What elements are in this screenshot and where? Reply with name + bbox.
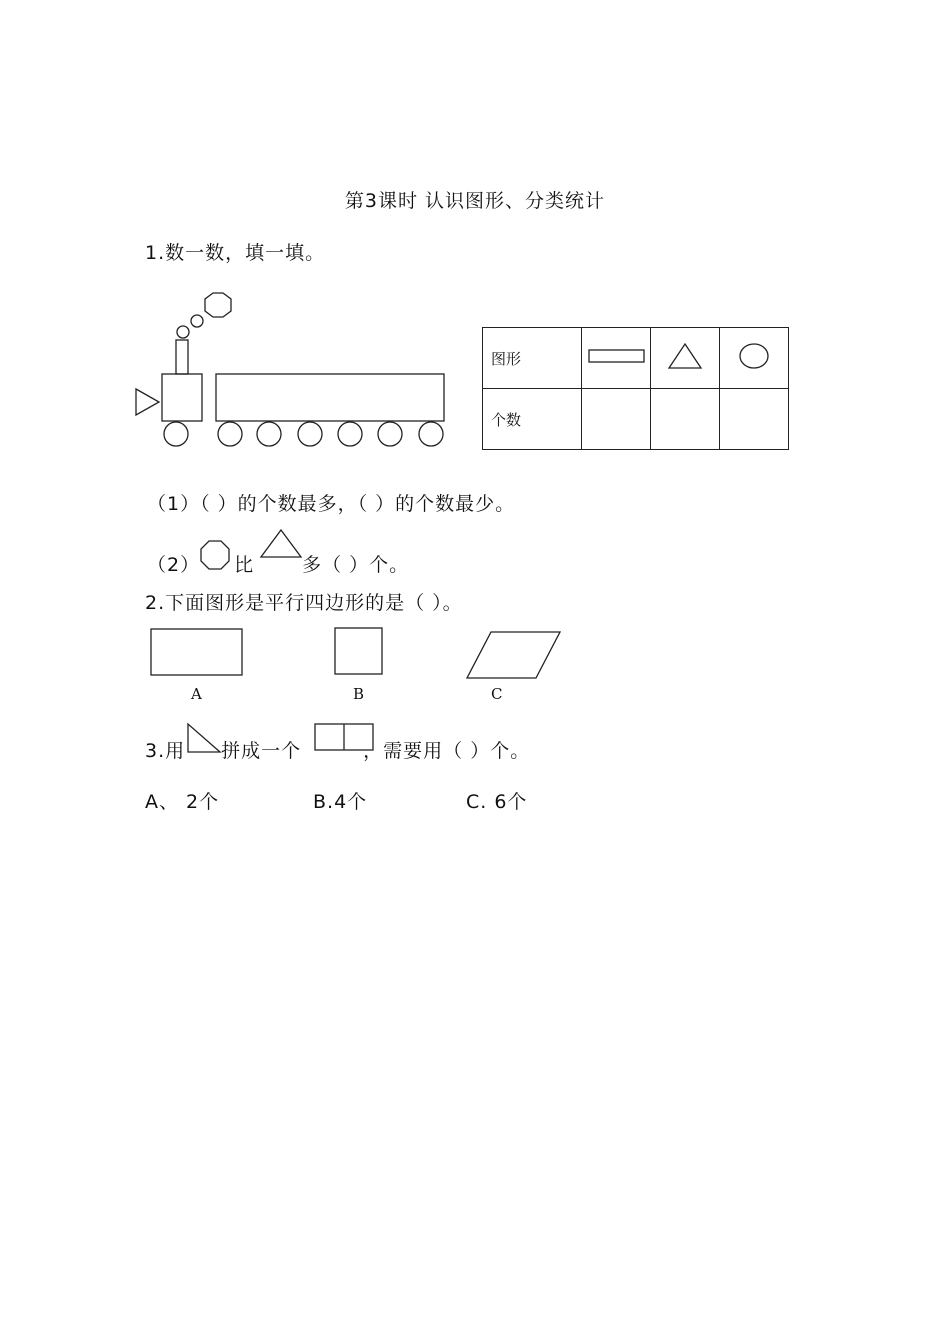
triangle-icon xyxy=(258,527,304,561)
smoke-puff-small xyxy=(177,326,189,338)
counting-table xyxy=(482,327,789,450)
wheel xyxy=(378,422,402,446)
shape-b-label: B xyxy=(353,685,365,703)
rectangle-icon xyxy=(586,346,646,366)
page-title: 第3课时 认识图形、分类统计 xyxy=(344,190,606,212)
triangle-icon xyxy=(665,341,705,371)
circle-count-blank[interactable] xyxy=(720,389,789,450)
option-b[interactable]: B.4个 xyxy=(313,791,368,813)
question-1-prompt: 1.数一数，填一填。 xyxy=(145,242,326,264)
wheel xyxy=(338,422,362,446)
option-a[interactable]: A、 2个 xyxy=(145,791,220,813)
rectangle-cell xyxy=(582,328,651,389)
smoke-puff-medium xyxy=(191,315,203,327)
question-2-prompt: 2.下面图形是平行四边形的是（ ）。 xyxy=(145,592,463,614)
wheel xyxy=(298,422,322,446)
circle-cell xyxy=(720,328,789,389)
train-front-triangle xyxy=(136,389,159,415)
octagon-icon xyxy=(198,538,232,572)
wheel xyxy=(419,422,443,446)
count-row xyxy=(483,389,789,450)
train-cab xyxy=(162,374,202,421)
triangle-cell xyxy=(651,328,720,389)
option-c[interactable]: C. 6个 xyxy=(466,791,528,813)
sub-2-mid: 比 xyxy=(234,554,255,576)
train-figure xyxy=(130,286,450,450)
q3-prefix: 3.用 xyxy=(145,740,186,762)
shape-c-label: C xyxy=(491,685,503,703)
right-triangle-icon xyxy=(185,721,223,755)
row-label-count: 个数 xyxy=(483,389,582,450)
circle-icon xyxy=(737,342,771,370)
shape-row xyxy=(483,328,789,389)
shape-a-rectangle xyxy=(148,626,246,678)
chimney xyxy=(176,340,188,374)
wheel xyxy=(164,422,188,446)
q3-mid: 拼成一个 xyxy=(221,740,302,762)
rectangle-count-blank[interactable] xyxy=(582,389,651,450)
sub-2-prefix: （2） xyxy=(147,554,201,576)
smoke-octagon xyxy=(205,293,231,317)
q3-suffix: ，需要用（ ）个。 xyxy=(363,740,531,762)
train-carriage xyxy=(216,374,444,421)
triangle-count-blank[interactable] xyxy=(651,389,720,450)
shape-b-square xyxy=(332,625,386,677)
wheel xyxy=(257,422,281,446)
question-1-sub-1: （1）（ ）的个数最多，（ ）的个数最少。 xyxy=(147,493,516,515)
shape-a-label: A xyxy=(191,685,202,703)
wheel xyxy=(218,422,242,446)
shape-c-parallelogram xyxy=(464,629,564,681)
row-label-shape: 图形 xyxy=(483,328,582,389)
double-square-icon xyxy=(312,721,376,753)
sub-2-suffix: 多（ ）个。 xyxy=(302,554,410,576)
